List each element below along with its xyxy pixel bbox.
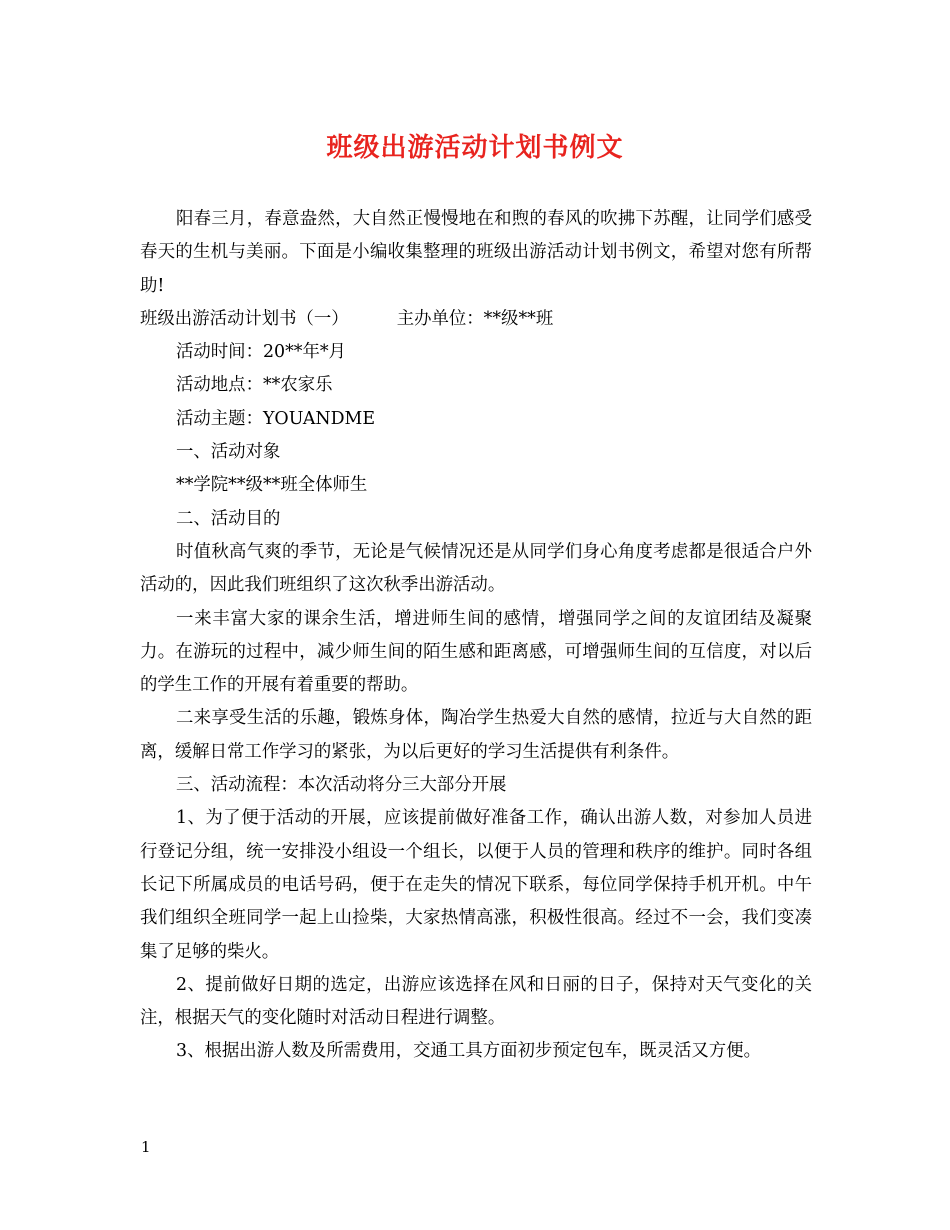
process-step: 1、为了便于活动的开展，应该提前做好准备工作，确认出游人数，对参加人员进行登记分组，统一安排没小组设一个组长，以便于人员的管理和秩序的维护。同时各组长记下所属成员的电话号码，便于在走失的情况下联系，每位同学保持手机开机。中午我们组织全班同学一起上山捡柴，大家热情高涨，积极性很高。经过不一会，我们变凑集了足够的柴火。 [140,808,812,962]
section-heading-purpose: 二、活动目的 [176,508,281,529]
intro-paragraph: 阳春三月，春意盎然，大自然正慢慢地在和煦的春风的吹拂下苏醒，让同学们感受春天的生机与美丽。下面是小编收集整理的班级出游活动计划书例文，希望对您有所帮助! [140,209,812,296]
plan-heading-line [140,303,812,336]
page-number: 1 [141,1138,151,1156]
organizer: 主办单位：**级**班 [396,308,554,329]
document-body [140,203,812,1069]
purpose-paragraph: 一来丰富大家的课余生活，增进师生间的感情，增强同学之间的友谊团结及凝聚力。在游玩的过程中，减少师生间的陌生感和距离感，可增强师生间的互信度，对以后的学生工作的开展有着重要的帮助。 [140,608,812,696]
section-heading-audience: 一、活动对象 [176,442,281,463]
purpose-paragraph: 时值秋高气爽的季节，无论是气候情况还是从同学们身心角度考虑都是很适合户外活动的，因此我们班组织了这次秋季出游活动。 [140,541,812,596]
process-step: 2、提前做好日期的选定，出游应该选择在风和日丽的日子，保持对天气变化的关注，根据天气的变化随时对活动日程进行调整。 [140,974,812,1029]
activity-time: 活动时间：20**年*月 [176,342,346,363]
purpose-paragraph: 二来享受生活的乐趣，锻炼身体，陶冶学生热爱大自然的感情，拉近与大自然的距离，缓解日常工作学习的紧张，为以后更好的学习生活提供有利条件。 [140,708,812,762]
audience-text: **学院**级**班全体师生 [176,475,368,496]
activity-location: 活动地点：**农家乐 [176,375,333,396]
activity-theme: 活动主题：YOUANDME [176,408,376,429]
section-heading-process: 三、活动流程：本次活动将分三大部分开展 [176,775,507,796]
document-title: 班级出游活动计划书例文 [326,133,624,163]
plan-heading: 班级出游活动计划书（一） [140,308,349,329]
process-step: 3、根据出游人数及所需费用，交通工具方面初步预定包车，既灵活又方便。 [176,1041,761,1062]
